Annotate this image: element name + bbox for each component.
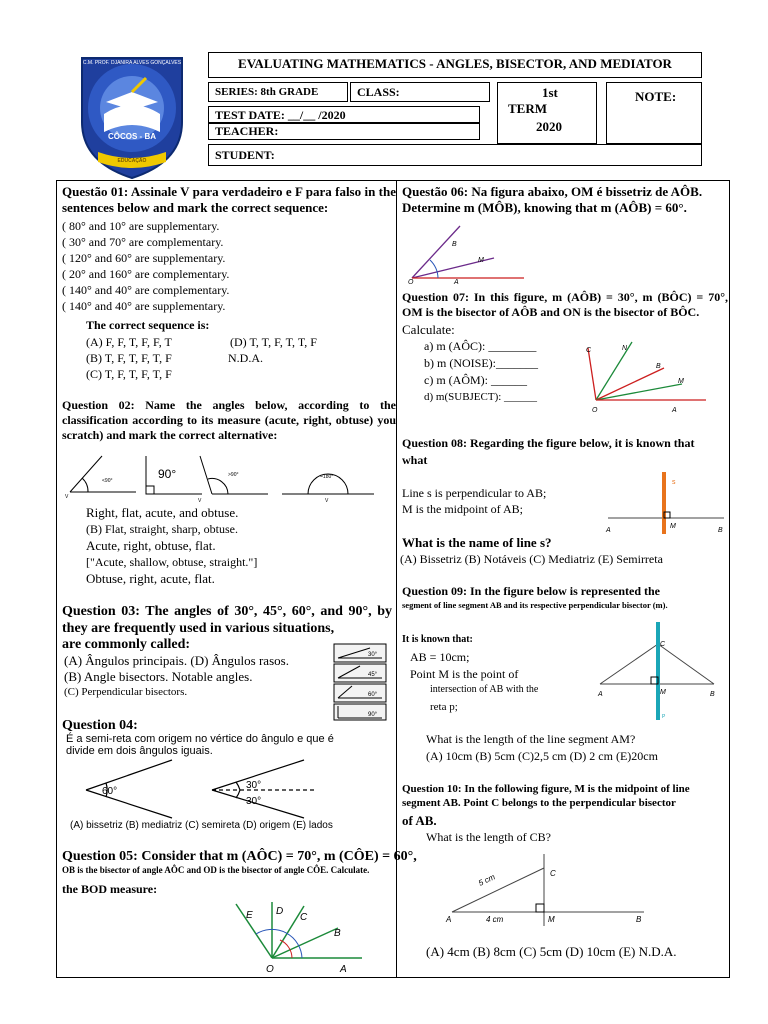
q10-figure bbox=[440, 852, 660, 926]
q09-fig-label: B bbox=[710, 691, 715, 698]
q01-seq-title: The correct sequence is: bbox=[86, 318, 210, 332]
q09-fig-label: P bbox=[662, 714, 666, 720]
q08-fig-label: B bbox=[718, 527, 723, 534]
q04-fig-label: 60° bbox=[102, 786, 118, 797]
q07-title: Question 07: In this figure, m (AÔB) = 30°, m (BÔC) = 70°, OM is the bisector of AÔB and ON is the bisector of BÔC. bbox=[402, 290, 728, 319]
q03-title2: are commonly called: bbox=[62, 637, 191, 652]
teacher-box bbox=[208, 122, 480, 140]
q08-item: Line s is perpendicular to AB; bbox=[402, 486, 547, 500]
q02-label: V bbox=[198, 498, 202, 504]
term-line3: 2020 bbox=[536, 119, 562, 134]
q07-items bbox=[424, 338, 538, 406]
q02-figure bbox=[62, 452, 392, 504]
student-label: STUDENT: bbox=[215, 148, 275, 162]
q05-fig-label: C bbox=[300, 912, 308, 923]
q01-item: ( 80° and 10° are supplementary. bbox=[62, 219, 220, 233]
q09-figure bbox=[596, 620, 724, 720]
q10-title: Question 10: In the following figure, M is the midpoint of line segment AB. Point C belongs to the perpendicular bisector bbox=[402, 783, 690, 809]
q08-fig-label: s bbox=[672, 479, 676, 486]
q05-figure bbox=[222, 898, 372, 978]
q10-fig-label: B bbox=[636, 915, 642, 924]
q05-fig-label: A bbox=[340, 964, 347, 975]
q10-fig-label: 5 cm bbox=[477, 872, 497, 888]
q07-figure bbox=[588, 328, 718, 414]
q02-label: V bbox=[65, 494, 69, 500]
q10-question: What is the length of CB? bbox=[426, 830, 551, 844]
q07-fig-label: A bbox=[672, 407, 677, 414]
title-box bbox=[208, 52, 702, 78]
school-logo bbox=[76, 52, 188, 180]
q01-opt-a[interactable]: (A) F, F, T, F, F, T bbox=[86, 335, 172, 349]
q02-opt[interactable]: (B) Flat, straight, sharp, obtuse. bbox=[86, 522, 238, 536]
q05-line2: OB is the bisector of angle AÔC and OD is the bisector of angle CÔE. Calculate. bbox=[62, 865, 370, 875]
q01-item: ( 120° and 60° are supplementary. bbox=[62, 251, 226, 265]
q05-title: Question 05: Consider that m (AÔC) = 70°, m (CÔE) = 60°, bbox=[62, 849, 417, 864]
q03-figure bbox=[330, 642, 390, 722]
q08-title2: what bbox=[402, 453, 428, 467]
q07-fig-label: O bbox=[592, 407, 598, 414]
term-line1: 1st bbox=[542, 85, 558, 100]
q09-item: AB = 10cm; bbox=[410, 650, 470, 664]
teacher-label: TEACHER: bbox=[215, 124, 279, 138]
q09-title: Question 09: In the figure below is represented the bbox=[402, 584, 660, 598]
q01-item: ( 30° and 70° are complementary. bbox=[62, 235, 224, 249]
q04-fig-label: 30° bbox=[246, 780, 262, 791]
series-label: SERIES: 8th GRADE bbox=[215, 86, 319, 98]
test-date-label: TEST DATE: __/__ /2020 bbox=[215, 108, 346, 122]
q01-opt-d[interactable]: (D) T, T, F, T, T, F bbox=[230, 335, 317, 349]
note-box bbox=[606, 82, 702, 144]
q03-title: Question 03: The angles of 30°, 45°, 60°, and 90°, by they are frequently used in various situations, bbox=[62, 604, 392, 636]
q08-title: Question 08: Regarding the figure below, it is known that bbox=[402, 436, 695, 450]
logo-top-text: C.M. PROF. DJANIRA ALVES GONÇALVES bbox=[82, 60, 182, 66]
q08-options[interactable]: (A) Bissetriz (B) Notáveis (C) Mediatriz (E) Semirreta bbox=[400, 552, 663, 566]
q04-text: É a semi-reta com origem no vértice do ângulo e que é divide em dois ângulos iguais. bbox=[66, 733, 334, 757]
q08-figure bbox=[600, 470, 730, 536]
q07-item[interactable]: a) m (AÔC): ________ bbox=[424, 339, 537, 353]
q01-title: Questão 01: Assinale V para verdadeiro e F para falso in the sentences below and mark the correct sequence: bbox=[62, 184, 396, 215]
q03-opt-c[interactable]: (C) Perpendicular bisectors. bbox=[64, 686, 188, 698]
q09-item: Point M is the point of bbox=[410, 667, 519, 681]
q09-fig-label: M bbox=[660, 689, 666, 696]
q06-fig-label: M bbox=[478, 257, 484, 264]
q01-items bbox=[62, 218, 392, 314]
q10-title2: of AB. bbox=[402, 813, 437, 828]
q10-fig-label: 4 cm bbox=[486, 915, 504, 924]
q04-options[interactable]: (A) bissetriz (B) mediatriz (C) semireta (D) origem (E) lados bbox=[70, 820, 333, 831]
page-title: EVALUATING MATHEMATICS - ANGLES, BISECTOR, AND MEDIATOR bbox=[238, 56, 672, 71]
q09-question: What is the length of the line segment AM? bbox=[426, 732, 636, 746]
q06-title: Questão 06: Na figura abaixo, OM é bissetriz de AÔB. Determine m (MÔB), knowing that m (AÔB) = 60°. bbox=[402, 184, 703, 215]
note-label: NOTE: bbox=[635, 89, 677, 104]
q09-options[interactable]: (A) 10cm (B) 5cm (C)2,5 cm (D) 2 cm (E)20cm bbox=[426, 749, 658, 763]
term-line2: TERM bbox=[508, 101, 547, 116]
q03-opt-b[interactable]: (B) Angle bisectors. Notable angles. bbox=[64, 669, 253, 684]
q09-fig-label: A bbox=[598, 691, 603, 698]
q10-options[interactable]: (A) 4cm (B) 8cm (C) 5cm (D) 10cm (E) N.D.A. bbox=[426, 944, 677, 959]
q03-fig-label: 30° bbox=[368, 652, 378, 658]
q01-opt-b[interactable]: (B) T, F, T, F, T, F bbox=[86, 351, 172, 365]
q06-figure bbox=[404, 218, 534, 284]
q06-fig-label: B bbox=[452, 241, 457, 248]
q08-fig-label: M bbox=[670, 523, 676, 530]
student-box bbox=[208, 144, 702, 166]
q09-known: It is known that: bbox=[402, 634, 473, 645]
q07-item[interactable]: c) m (AÔM): ______ bbox=[424, 373, 527, 387]
series-box bbox=[208, 82, 348, 102]
q07-fig-label: M bbox=[678, 378, 684, 385]
q10-fig-label: C bbox=[550, 869, 556, 878]
logo-city: CÔCOS - BA bbox=[108, 132, 156, 141]
q05-fig-label: E bbox=[246, 910, 253, 921]
q07-item[interactable]: b) m (NOISE):_______ bbox=[424, 356, 538, 370]
q02-label: V bbox=[325, 498, 329, 504]
q10-fig-label: M bbox=[548, 915, 555, 924]
q09-title2: segment of line segment AB and its respective perpendicular bisector (m). bbox=[402, 600, 668, 610]
class-box bbox=[350, 82, 490, 102]
q06-fig-label: A bbox=[454, 279, 459, 286]
q02-opt[interactable]: Right, flat, acute, and obtuse. bbox=[86, 505, 239, 520]
q01-opt-c[interactable]: (C) T, F, T, F, T, F bbox=[86, 367, 172, 381]
q05-fig-label: O bbox=[266, 964, 274, 975]
q07-fig-label: C bbox=[586, 347, 592, 354]
q02-opt[interactable]: Obtuse, right, acute, flat. bbox=[86, 571, 215, 586]
q02-label: >90° bbox=[228, 472, 239, 478]
logo-ribbon: EDUCAÇÃO bbox=[117, 158, 147, 164]
q08-item: M is the midpoint of AB; bbox=[402, 502, 524, 516]
q07-calc: Calculate: bbox=[402, 322, 455, 337]
q01-item: ( 140° and 40° are complementary. bbox=[62, 283, 230, 297]
q05-fig-label: B bbox=[334, 928, 341, 939]
q03-fig-label: 90° bbox=[368, 712, 378, 718]
q07-item[interactable]: d) m(SUBJECT): ______ bbox=[424, 391, 538, 403]
term-box bbox=[497, 82, 597, 144]
q07-fig-label: N bbox=[622, 345, 628, 352]
q03-fig-label: 60° bbox=[368, 692, 378, 698]
q09-fig-label: C bbox=[660, 641, 666, 648]
q02-label: =180° bbox=[320, 474, 334, 480]
q02-label: 90° bbox=[158, 467, 177, 481]
q01-opt-nda[interactable]: N.D.A. bbox=[228, 351, 263, 365]
class-label: CLASS: bbox=[357, 85, 400, 99]
q03-fig-label: 45° bbox=[368, 672, 378, 678]
q01-item: ( 20° and 160° are complementary. bbox=[62, 267, 230, 281]
q04-fig-label: 30° bbox=[246, 796, 262, 807]
q01-item: ( 140° and 40° are supplementary. bbox=[62, 299, 226, 313]
q08-fig-label: A bbox=[606, 527, 611, 534]
q10-fig-label: A bbox=[446, 915, 452, 924]
q02-opt[interactable]: ["Acute, shallow, obtuse, straight."] bbox=[86, 555, 258, 569]
q09-item-cont: intersection of AB with the bbox=[430, 684, 539, 695]
q02-label: <90° bbox=[102, 478, 113, 484]
q05-fig-label: D bbox=[276, 906, 284, 917]
q06-fig-label: O bbox=[408, 279, 414, 286]
q03-opt-ad[interactable]: (A) Ângulos principais. (D) Ângulos rasos. bbox=[64, 653, 289, 668]
q04-title: Question 04: bbox=[62, 718, 138, 733]
q07-fig-label: B bbox=[656, 363, 661, 370]
q02-opt[interactable]: Acute, right, obtuse, flat. bbox=[86, 538, 216, 553]
q09-item-cont2: reta p; bbox=[430, 701, 458, 713]
q05-line3: the BOD measure: bbox=[62, 882, 158, 896]
q02-title: Question 02: Name the angles below, according to the classification according to its measure (acute, right, obtuse) you scratch) and mark the correct alternative: bbox=[62, 398, 396, 442]
q04-figure bbox=[66, 758, 386, 822]
q08-question: What is the name of line s? bbox=[402, 535, 552, 550]
